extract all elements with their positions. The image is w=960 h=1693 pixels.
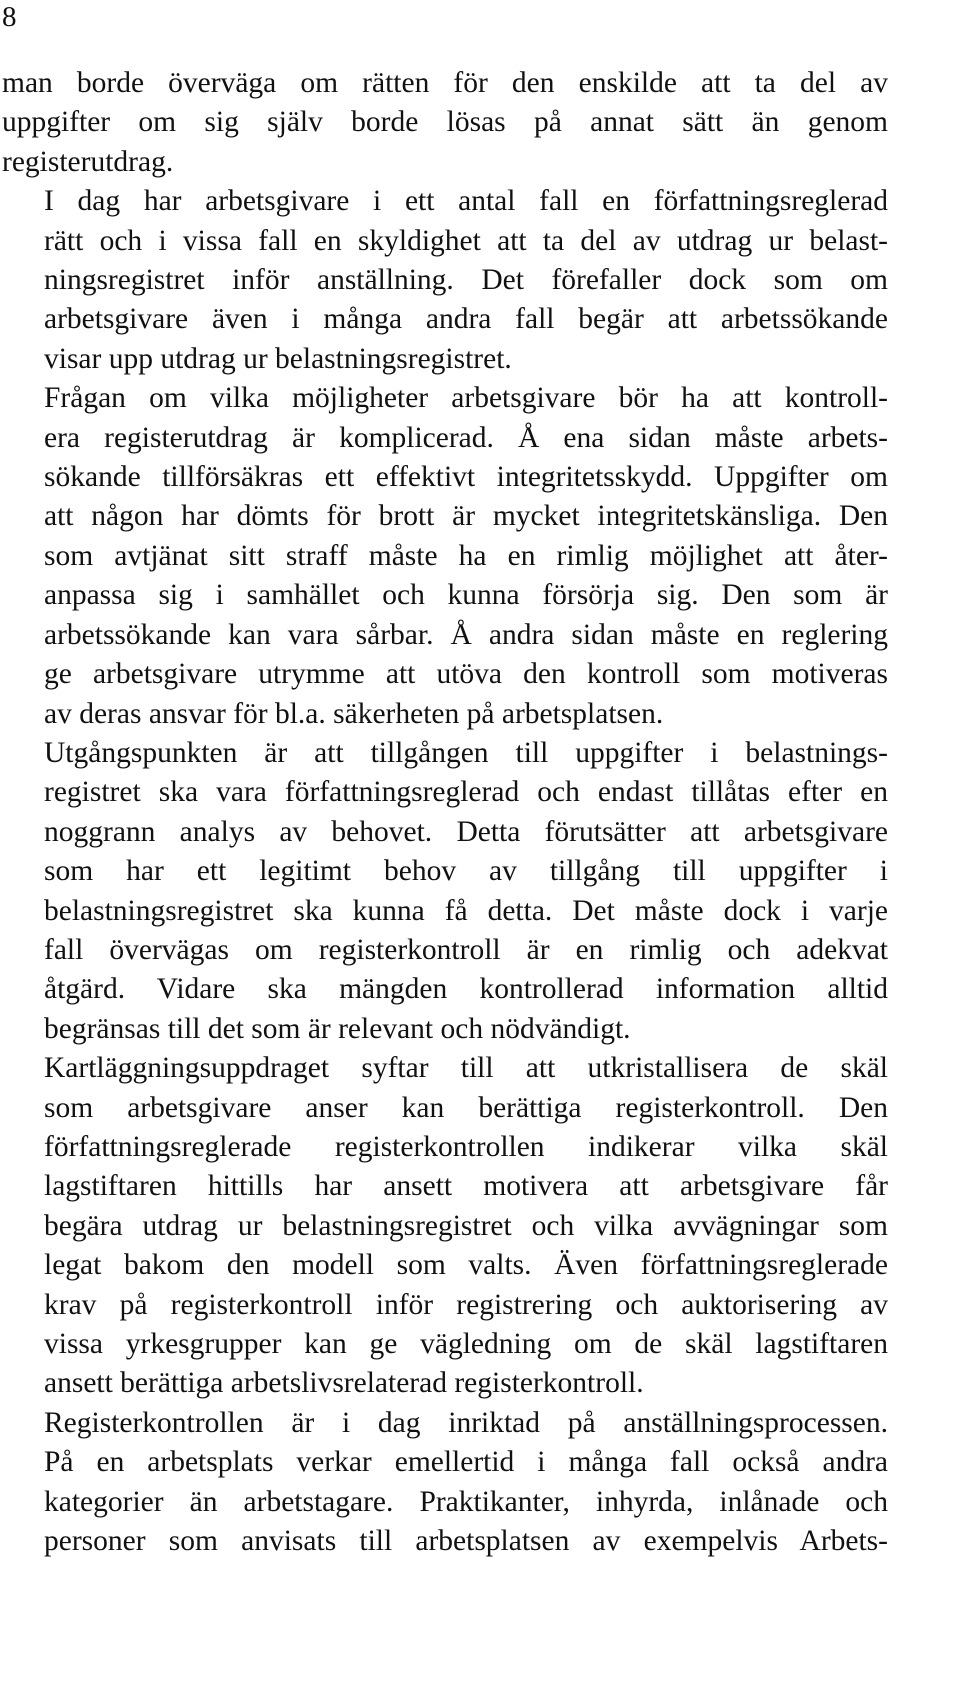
paragraph: [2, 64, 888, 182]
text-line: fall övervägas om registerkontroll är en rimlig och adekvat: [44, 933, 888, 966]
paragraph: [2, 182, 888, 379]
text-line: arbetssökande kan vara sårbar. Å andra sidan måste en reglering: [44, 618, 888, 651]
text-line: vissa yrkesgrupper kan ge vägledning om de skäl lagstiftaren: [44, 1328, 888, 1360]
text-line: författningsreglerade registerkontrollen indikerar vilka skäl: [44, 1130, 888, 1163]
text-line: ansett berättiga arbetslivsrelaterad registerkontroll.: [44, 1367, 644, 1400]
text-line: personer som anvisats till arbetsplatsen av exempelvis Arbets-: [44, 1525, 888, 1558]
text-line: visar upp utdrag ur belastningsregistret.: [44, 342, 512, 375]
text-line: Utgångspunkten är att tillgången till uppgifter i belastnings-: [44, 736, 888, 769]
paragraph: [2, 379, 888, 734]
paragraph: [2, 1049, 888, 1404]
text-line: registret ska vara författningsreglerad och endast tillåtas efter en: [44, 776, 888, 809]
text-line: som har ett legitimt behov av tillgång till uppgifter i: [44, 855, 888, 888]
text-line: begära utdrag ur belastningsregistret och vilka avvägningar som: [44, 1209, 888, 1242]
text-line: lagstiftaren hittills har ansett motivera att arbetsgivare får: [44, 1170, 888, 1203]
text-line: noggrann analys av behovet. Detta förutsätter att arbetsgivare: [44, 815, 888, 848]
text-line: I dag har arbetsgivare i ett antal fall en författningsreglerad: [44, 185, 888, 218]
text-line: På en arbetsplats verkar emellertid i många fall också andra: [44, 1446, 888, 1479]
paragraph: [2, 1404, 888, 1562]
text-line: begränsas till det som är relevant och nödvändigt.: [44, 1012, 631, 1045]
text-line: åtgärd. Vidare ska mängden kontrollerad information alltid: [44, 973, 888, 1006]
text-line: arbetsgivare även i många andra fall begär att arbetssökande: [44, 303, 888, 336]
text-line: belastningsregistret ska kunna få detta. Det måste dock i varje: [44, 894, 888, 927]
text-line: Kartläggningsuppdraget syftar till att utkristallisera de skäl: [44, 1052, 888, 1085]
text-line: att någon har dömts för brott är mycket integritetskänsliga. Den: [44, 500, 888, 533]
text-line: uppgifter om sig själv borde lösas på annat sätt än genom: [2, 106, 888, 139]
body-text: [2, 64, 888, 1561]
text-line: som avtjänat sitt straff måste ha en rimlig möjlighet att åter-: [44, 539, 888, 572]
text-line: ningsregistret inför anställning. Det förefaller dock som om: [44, 264, 888, 297]
text-line: era registerutdrag är komplicerad. Å ena sidan måste arbets-: [44, 421, 888, 454]
text-line: kategorier än arbetstagare. Praktikanter, inhyrda, inlånade och: [44, 1485, 888, 1518]
page-number: 8: [2, 1, 17, 33]
text-line: sökande tillförsäkras ett effektivt integritetsskydd. Uppgifter om: [44, 461, 888, 494]
text-line: krav på registerkontroll inför registrering och auktorisering av: [44, 1288, 888, 1321]
paragraph: [2, 734, 888, 1049]
text-line: Frågan om vilka möjligheter arbetsgivare bör ha att kontroll-: [44, 382, 888, 415]
text-line: legat bakom den modell som valts. Även författningsreglerade: [44, 1249, 888, 1282]
text-line: registerutdrag.: [2, 145, 174, 178]
text-line: man borde överväga om rätten för den enskilde att ta del av: [2, 67, 888, 99]
text-line: av deras ansvar för bl.a. säkerheten på arbetsplatsen.: [44, 697, 664, 730]
text-line: som arbetsgivare anser kan berättiga registerkontroll. Den: [44, 1091, 888, 1124]
text-line: rätt och i vissa fall en skyldighet att ta del av utdrag ur belast-: [44, 224, 888, 257]
text-line: anpassa sig i samhället och kunna försörja sig. Den som är: [44, 579, 888, 612]
text-line: ge arbetsgivare utrymme att utöva den kontroll som motiveras: [44, 658, 888, 691]
text-line: Registerkontrollen är i dag inriktad på anställningsprocessen.: [44, 1406, 888, 1439]
